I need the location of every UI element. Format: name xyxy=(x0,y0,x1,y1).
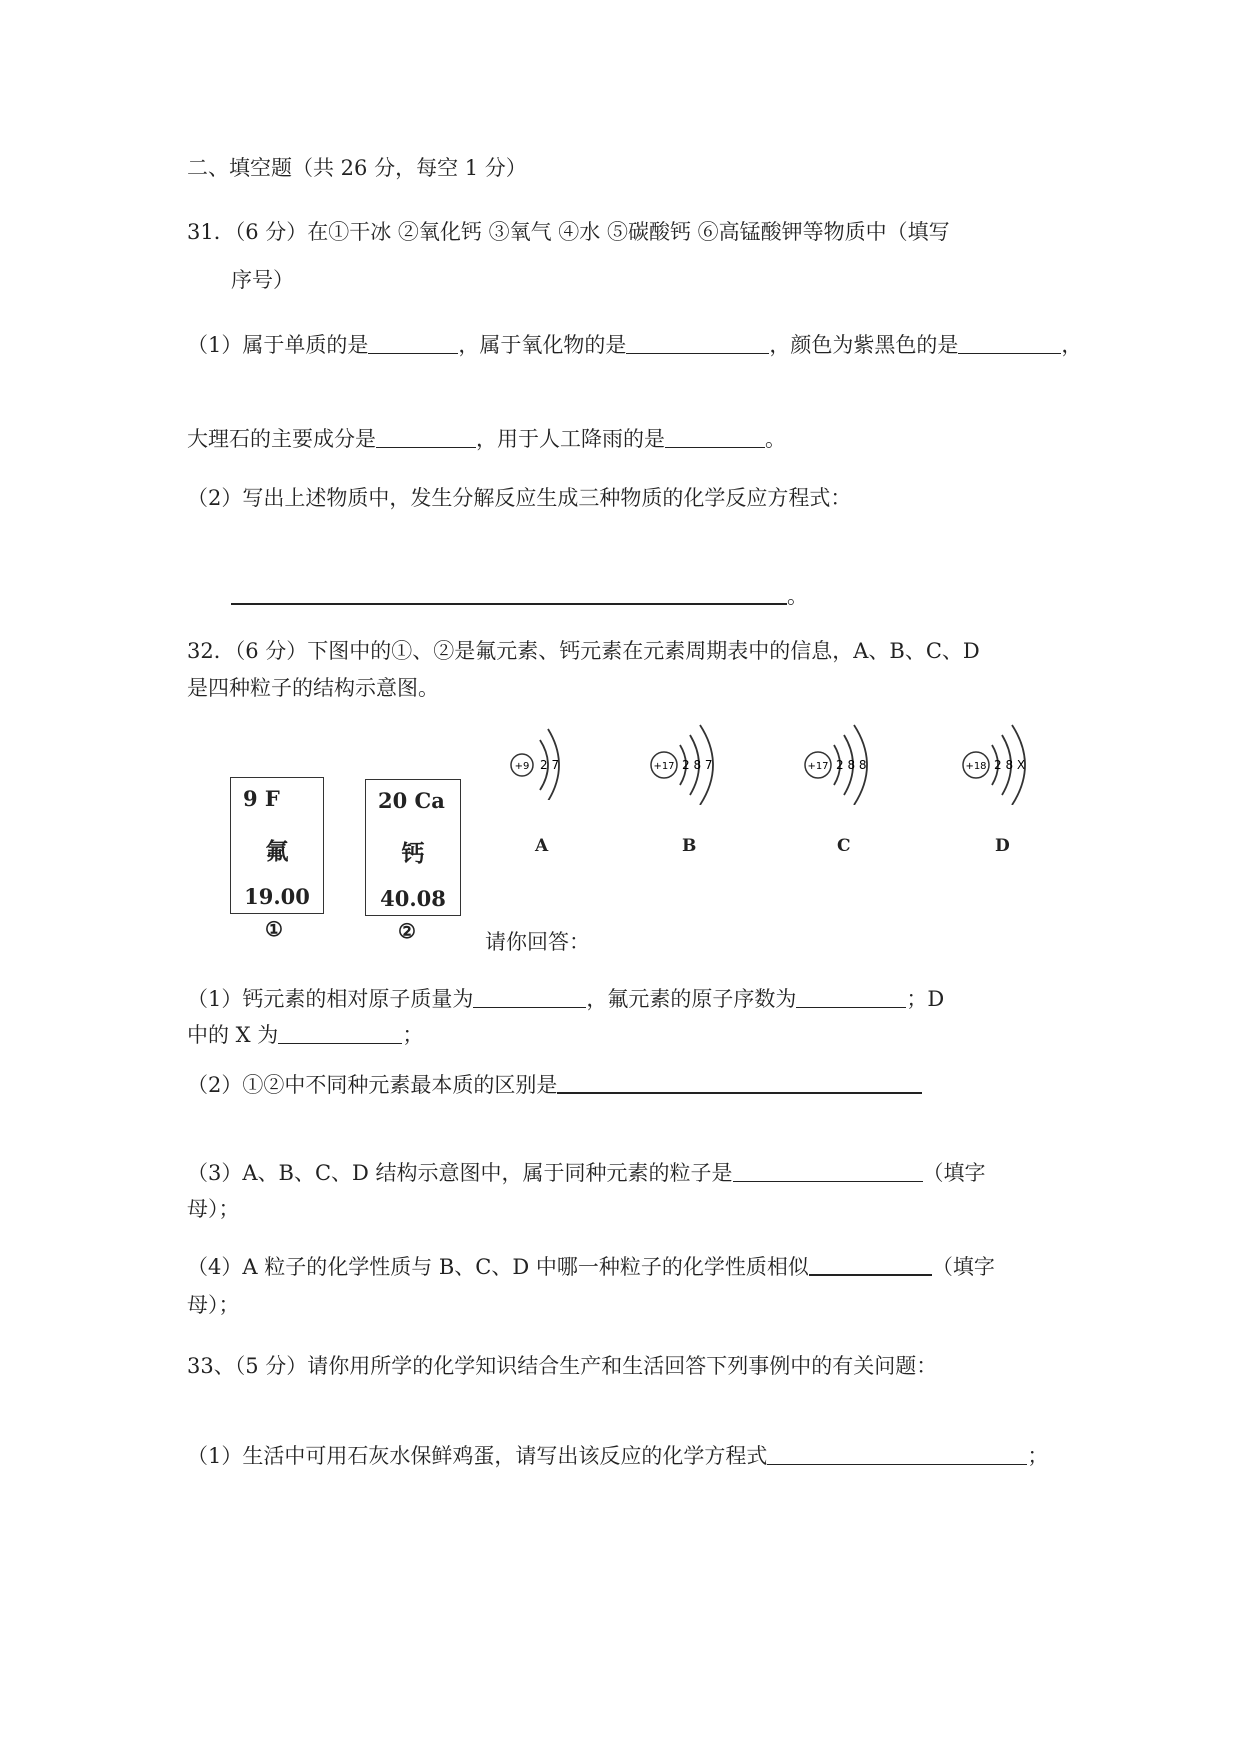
q32-part3-line2: 母）； xyxy=(187,1197,240,1221)
q32-p1-text-b: ，氟元素的原子序数为 xyxy=(586,987,797,1011)
answer-blank[interactable] xyxy=(376,425,476,448)
answer-blank[interactable] xyxy=(733,1159,923,1182)
answer-blank[interactable] xyxy=(231,581,787,605)
q32-stem: 32．（6 分）下图中的①、②是氟元素、钙元素在元素周期表中的信息，A、B、C、D xyxy=(187,639,980,663)
element-symbol: 20 Ca xyxy=(378,788,445,813)
q33-p1-text-b: ； xyxy=(1027,1444,1049,1468)
answer-blank[interactable] xyxy=(278,1021,402,1044)
q31-p1-text-d: ， xyxy=(1061,333,1083,357)
answer-blank[interactable] xyxy=(665,425,765,448)
q31-p1-text-b: ，属于氧化物的是 xyxy=(458,333,627,357)
answer-blank[interactable] xyxy=(767,1442,1027,1465)
nucleus-label: +18 xyxy=(965,761,987,772)
card-label: ① xyxy=(265,917,283,941)
q32-part1-line1 xyxy=(187,984,944,1014)
q33-part1 xyxy=(187,1441,1048,1471)
atom-diagram-d xyxy=(958,715,1058,805)
q32-p1-text-d: 中的 X 为 xyxy=(187,1023,279,1047)
answer-blank[interactable] xyxy=(809,1252,932,1276)
shell-electrons: 2 8 X xyxy=(994,758,1026,772)
q32-p4-text-b: （填字 xyxy=(931,1255,995,1279)
section-title: 二、填空题（共 26 分，每空 1 分） xyxy=(187,156,527,180)
element-card-calcium xyxy=(365,779,461,916)
answer-blank[interactable] xyxy=(626,331,769,354)
element-mass: 19.00 xyxy=(244,884,310,909)
answer-blank[interactable] xyxy=(796,985,906,1008)
q32-p3-text-b: （填字 xyxy=(922,1161,986,1185)
atom-diagram-c xyxy=(800,715,900,805)
atom-label-c: C xyxy=(837,836,851,856)
q31-stem-cont: 序号） xyxy=(231,268,294,292)
q32-p1-text-a: （1）钙元素的相对原子质量为 xyxy=(187,987,474,1011)
q31-p1-text-g: 。 xyxy=(765,427,786,451)
atom-label-d: D xyxy=(995,836,1010,856)
atom-label-a: A xyxy=(535,836,549,856)
atom-diagram-b xyxy=(646,715,746,805)
answer-blank[interactable] xyxy=(958,331,1061,354)
q32-part4-line2: 母）； xyxy=(187,1293,240,1317)
element-card-fluorine xyxy=(230,777,324,914)
q32-p3-text-a: （3）A、B、C、D 结构示意图中，属于同种元素的粒子是 xyxy=(187,1161,733,1185)
q32-stem-cont: 是四种粒子的结构示意图。 xyxy=(187,676,439,700)
answer-blank[interactable] xyxy=(473,985,586,1008)
q33-p1-text-a: （1）生活中可用石灰水保鲜鸡蛋，请写出该反应的化学方程式 xyxy=(187,1444,768,1468)
q32-p2-text: （2）①②中不同种元素最本质的区别是 xyxy=(187,1073,558,1097)
q31-p1-text-a: （1）属于单质的是 xyxy=(187,333,369,357)
q31-part1-line2 xyxy=(187,424,786,454)
q31-part1-line1 xyxy=(187,330,1082,360)
q31-p1-text-e: 大理石的主要成分是 xyxy=(187,427,376,451)
nucleus-label: +17 xyxy=(653,761,675,772)
q32-p1-text-c: ；D xyxy=(906,987,945,1011)
answer-blank[interactable] xyxy=(557,1070,922,1094)
element-name: 氟 xyxy=(265,838,289,865)
element-mass: 40.08 xyxy=(380,886,446,911)
q32-part3-line1 xyxy=(187,1158,986,1188)
atom-diagram-a xyxy=(500,715,590,800)
shell-electrons: 2 8 8 xyxy=(836,758,867,772)
element-symbol: 9 F xyxy=(243,786,280,811)
q31-p2-end: 。 xyxy=(787,584,808,608)
q32-part2 xyxy=(187,1070,922,1100)
q31-stem: 31．（6 分）在①干冰 ②氧化钙 ③氧气 ④水 ⑤碳酸钙 ⑥高锰酸钾等物质中（填写 xyxy=(187,220,950,244)
answer-blank[interactable] xyxy=(368,331,458,354)
q32-part4-line1 xyxy=(187,1252,995,1282)
q31-p1-text-f: ，用于人工降雨的是 xyxy=(476,427,665,451)
q31-p1-text-c: ，颜色为紫黑色的是 xyxy=(769,333,959,357)
q33-stem: 33、（5 分）请你用所学的化学知识结合生产和生活回答下列事例中的有关问题： xyxy=(187,1354,938,1378)
card-label: ② xyxy=(398,919,416,943)
shell-electrons: 2 7 xyxy=(540,758,560,772)
q31-part2: （2）写出上述物质中，发生分解反应生成三种物质的化学反应方程式： xyxy=(187,486,852,510)
q32-p4-text-a: （4）A 粒子的化学性质与 B、C、D 中哪一种粒子的化学性质相似 xyxy=(187,1255,809,1279)
atom-label-b: B xyxy=(682,836,697,856)
q32-prompt: 请你回答： xyxy=(485,930,590,954)
q32-p1-text-e: ； xyxy=(402,1023,424,1047)
q32-part1-line2 xyxy=(187,1020,423,1050)
shell-electrons: 2 8 7 xyxy=(682,758,713,772)
element-name: 钙 xyxy=(401,840,425,867)
q31-part2-answer-line xyxy=(231,581,808,611)
nucleus-label: +17 xyxy=(807,761,829,772)
nucleus-label: +9 xyxy=(514,761,530,772)
